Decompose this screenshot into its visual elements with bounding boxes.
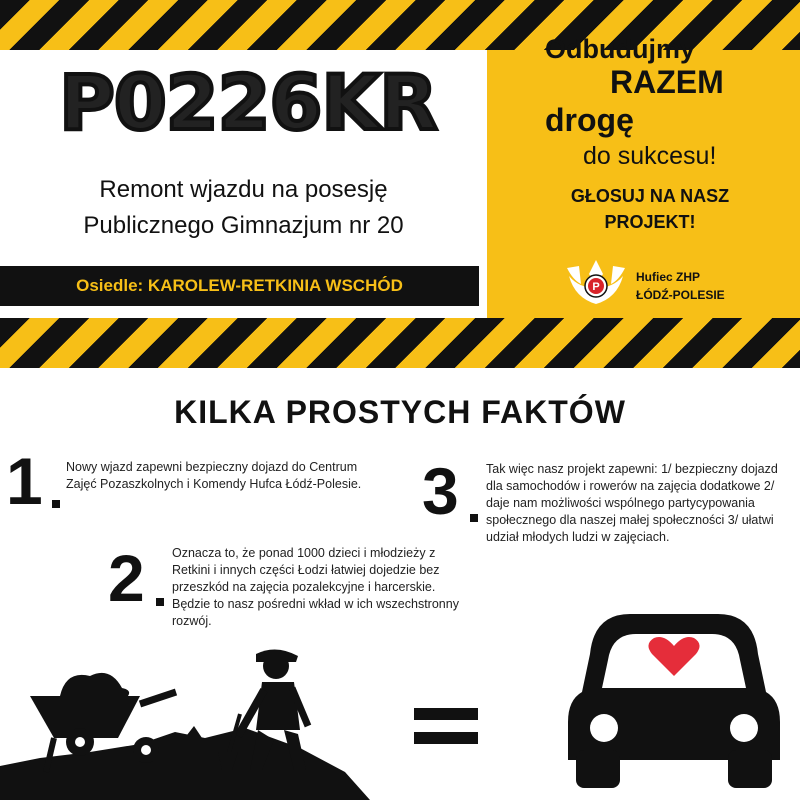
- project-subtitle-line2: Publicznego Gimnazjum nr 20: [83, 212, 404, 239]
- zhp-lily-logo-icon: [565, 258, 627, 308]
- header-banner: [0, 0, 800, 368]
- slogan-line2: RAZEM: [610, 64, 724, 100]
- fact-text-1: Nowy wjazd zapewni bezpieczny dojazd do Centrum Zajęć Pozaszkolnych i Komendy Hufca Łódź-Polesie.: [66, 460, 362, 491]
- vote-call-line2: PROJEKT!: [604, 212, 696, 232]
- fact-number-1: 1: [6, 444, 43, 518]
- construction-worker-wheelbarrow-icon: [0, 648, 400, 800]
- slogan-line3: drogę: [545, 102, 634, 138]
- fact-text-2: Oznacza to, że ponad 1000 dzieci i młodzieży z Retkini i innych części Łodzi łatwiej dojedzie bez przeszkód na zajęcia pozalekcyjne i harcerskie. Będzie to nasz pośredni wkład w ich wszechstronny rozwój.: [172, 546, 459, 628]
- slogan-line4: do sukcesu!: [583, 142, 717, 170]
- logo-letter: P: [592, 281, 600, 293]
- project-code: P0226KR: [59, 58, 437, 147]
- fact-text-3: Tak więc nasz projekt zapewni: 1/ bezpieczny dojazd dla samochodów i rowerów na zajęcia dodatkowe 2/ daje nam możliwości wspólnego partycypowania społecznego dla naszej małej społeczności 3/ ułatwi udział młodych ludzi w zajęciach.: [486, 462, 778, 544]
- project-subtitle-line1: Remont wjazdu na posesję: [99, 176, 388, 203]
- fact-number-2: 2: [108, 541, 145, 615]
- fact-number-3: 3: [422, 454, 459, 528]
- equals-sign-icon-lower: [414, 732, 478, 744]
- facts-title: KILKA PROSTYCH FAKTÓW: [174, 394, 626, 430]
- slogan-line1: Odbudujmy: [545, 34, 695, 64]
- fact-number-2-dot: [156, 598, 164, 606]
- fact-number-3-dot: [470, 514, 478, 522]
- org-name-line2: ŁÓDŹ-POLESIE: [636, 288, 725, 302]
- hazard-stripes-bottom: [0, 318, 800, 368]
- vote-call-line1: GŁOSUJ NA NASZ: [570, 186, 730, 206]
- car-heart-icon: [568, 610, 780, 790]
- osiedle-label: Osiedle: KAROLEW-RETKINIA WSCHÓD: [0, 266, 479, 306]
- org-name-line1: Hufiec ZHP: [636, 270, 701, 284]
- fact-number-1-dot: [52, 500, 60, 508]
- equals-sign-icon: [414, 708, 478, 720]
